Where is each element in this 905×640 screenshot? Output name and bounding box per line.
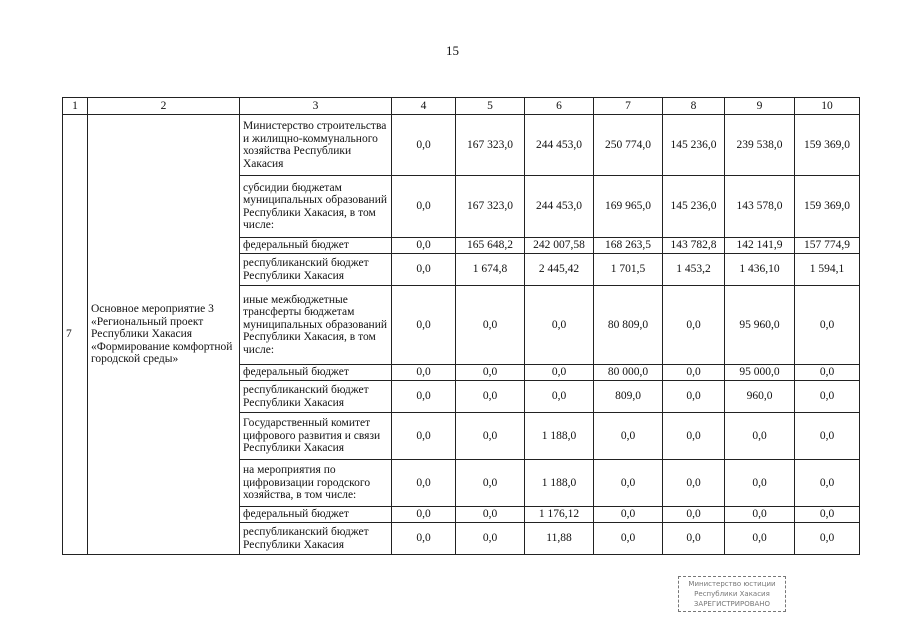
row-label: субсидии бюджетам муниципальных образований Республики Хакасия, в том числе: (240, 176, 392, 238)
value-cell: 0,0 (392, 254, 456, 286)
value-cell: 142 141,9 (725, 238, 795, 254)
value-cell: 1 701,5 (594, 254, 663, 286)
page-number: 15 (446, 43, 459, 58)
value-cell: 2 445,42 (525, 254, 594, 286)
value-cell: 0,0 (392, 115, 456, 176)
registration-stamp (678, 576, 786, 612)
value-cell: 0,0 (392, 413, 456, 460)
header-cell: 4 (392, 98, 456, 115)
value-cell: 0,0 (392, 365, 456, 381)
row-label: иные межбюджетные трансферты бюджетам муниципальных образований Республики Хакасия, в том числе: (240, 286, 392, 365)
value-cell: 0,0 (795, 286, 860, 365)
row-label: Министерство строительства и жилищно-коммунального хозяйства Республики Хакасия (240, 115, 392, 176)
row-label: республиканский бюджет Республики Хакасия (240, 254, 392, 286)
value-cell: 0,0 (663, 507, 725, 523)
header-cell: 10 (795, 98, 860, 115)
value-cell: 0,0 (392, 523, 456, 555)
stamp-line: Республики Хакасия (694, 590, 770, 598)
value-cell: 159 369,0 (795, 176, 860, 238)
value-cell: 0,0 (392, 176, 456, 238)
header-cell: 8 (663, 98, 725, 115)
value-cell: 1 176,12 (525, 507, 594, 523)
value-cell: 165 648,2 (456, 238, 525, 254)
value-cell: 0,0 (456, 413, 525, 460)
budget-table (62, 97, 860, 555)
value-cell: 960,0 (725, 381, 795, 413)
value-cell: 11,88 (525, 523, 594, 555)
value-cell: 0,0 (392, 286, 456, 365)
value-cell: 0,0 (795, 381, 860, 413)
header-row (63, 98, 860, 115)
value-cell: 0,0 (795, 507, 860, 523)
value-cell: 168 263,5 (594, 238, 663, 254)
value-cell: 143 578,0 (725, 176, 795, 238)
header-cell: 5 (456, 98, 525, 115)
table-row (63, 115, 860, 176)
row-label: республиканский бюджет Республики Хакасия (240, 523, 392, 555)
value-cell: 1 674,8 (456, 254, 525, 286)
row-label: федеральный бюджет (240, 238, 392, 254)
value-cell: 143 782,8 (663, 238, 725, 254)
value-cell: 167 323,0 (456, 115, 525, 176)
value-cell: 0,0 (525, 365, 594, 381)
value-cell: 0,0 (663, 381, 725, 413)
value-cell: 0,0 (594, 460, 663, 507)
value-cell: 169 965,0 (594, 176, 663, 238)
value-cell: 1 188,0 (525, 460, 594, 507)
event-name: Основное мероприятие 3 «Региональный проект Республики Хакасия «Формирование комфортной городской среды» (88, 115, 240, 555)
value-cell: 0,0 (392, 381, 456, 413)
value-cell: 0,0 (725, 523, 795, 555)
value-cell: 0,0 (594, 507, 663, 523)
value-cell: 0,0 (456, 365, 525, 381)
value-cell: 1 594,1 (795, 254, 860, 286)
header-cell: 3 (240, 98, 392, 115)
value-cell: 0,0 (392, 238, 456, 254)
header-cell: 6 (525, 98, 594, 115)
stamp-line: ЗАРЕГИСТРИРОВАНО (693, 600, 771, 608)
row-label: Государственный комитет цифрового развития и связи Республики Хакасия (240, 413, 392, 460)
header-cell: 7 (594, 98, 663, 115)
value-cell: 145 236,0 (663, 115, 725, 176)
value-cell: 0,0 (456, 286, 525, 365)
row-label: федеральный бюджет (240, 507, 392, 523)
value-cell: 0,0 (456, 523, 525, 555)
value-cell: 95 960,0 (725, 286, 795, 365)
value-cell: 0,0 (795, 460, 860, 507)
value-cell: 0,0 (725, 460, 795, 507)
value-cell: 0,0 (663, 460, 725, 507)
value-cell: 0,0 (392, 460, 456, 507)
value-cell: 0,0 (663, 413, 725, 460)
row-label: на мероприятия по цифровизации городского хозяйства, в том числе: (240, 460, 392, 507)
value-cell: 244 453,0 (525, 176, 594, 238)
value-cell: 80 809,0 (594, 286, 663, 365)
value-cell: 80 000,0 (594, 365, 663, 381)
value-cell: 0,0 (525, 286, 594, 365)
value-cell: 0,0 (725, 507, 795, 523)
value-cell: 0,0 (392, 507, 456, 523)
value-cell: 0,0 (663, 365, 725, 381)
value-cell: 0,0 (663, 523, 725, 555)
value-cell: 1 453,2 (663, 254, 725, 286)
value-cell: 0,0 (525, 381, 594, 413)
value-cell: 0,0 (594, 523, 663, 555)
value-cell: 1 436,10 (725, 254, 795, 286)
value-cell: 239 538,0 (725, 115, 795, 176)
header-cell: 9 (725, 98, 795, 115)
header-cell: 1 (63, 98, 88, 115)
value-cell: 0,0 (456, 460, 525, 507)
value-cell: 0,0 (456, 381, 525, 413)
value-cell: 159 369,0 (795, 115, 860, 176)
value-cell: 0,0 (795, 365, 860, 381)
stamp-line: Министерство юстиции (688, 580, 776, 588)
value-cell: 0,0 (663, 286, 725, 365)
header-cell: 2 (88, 98, 240, 115)
value-cell: 244 453,0 (525, 115, 594, 176)
value-cell: 95 000,0 (725, 365, 795, 381)
value-cell: 809,0 (594, 381, 663, 413)
row-label: федеральный бюджет (240, 365, 392, 381)
value-cell: 0,0 (456, 507, 525, 523)
value-cell: 167 323,0 (456, 176, 525, 238)
value-cell: 250 774,0 (594, 115, 663, 176)
value-cell: 0,0 (795, 523, 860, 555)
row-label: республиканский бюджет Республики Хакасия (240, 381, 392, 413)
value-cell: 145 236,0 (663, 176, 725, 238)
row-number: 7 (63, 115, 88, 555)
value-cell: 0,0 (594, 413, 663, 460)
value-cell: 157 774,9 (795, 238, 860, 254)
value-cell: 0,0 (795, 413, 860, 460)
value-cell: 1 188,0 (525, 413, 594, 460)
value-cell: 0,0 (725, 413, 795, 460)
value-cell: 242 007,58 (525, 238, 594, 254)
